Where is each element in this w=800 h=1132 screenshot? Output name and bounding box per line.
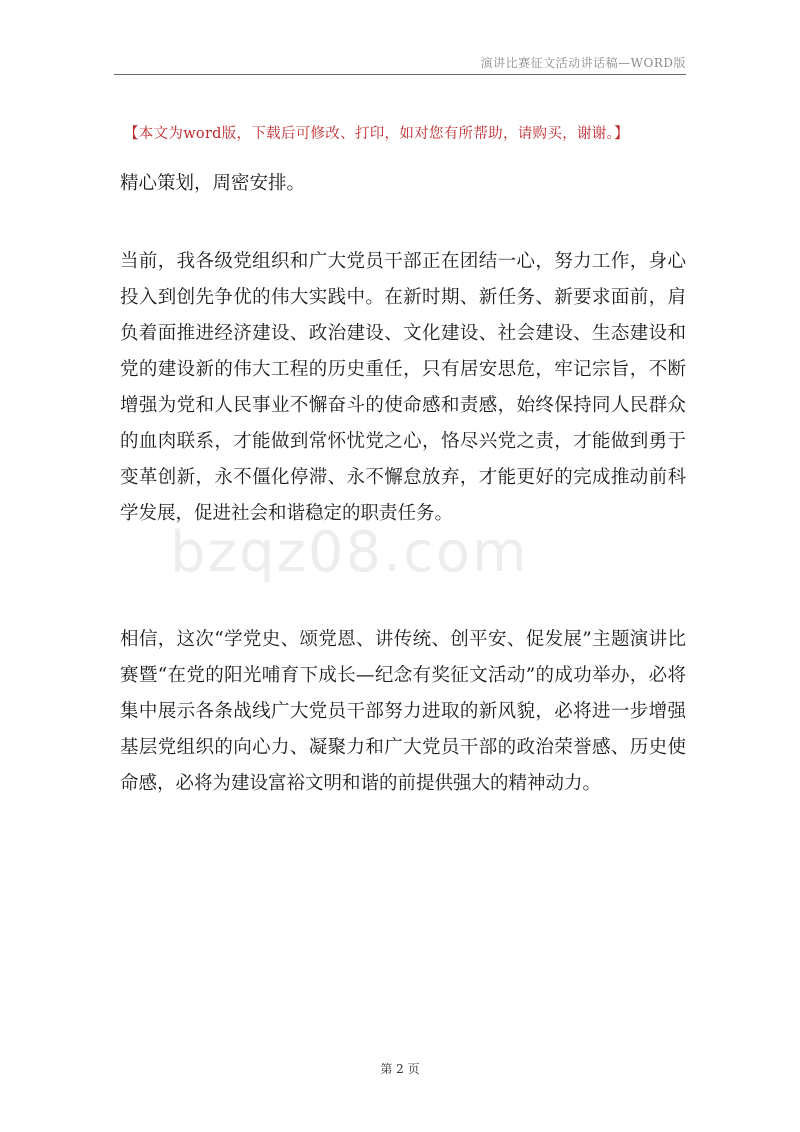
paragraph-1: 精心策划，周密安排。: [120, 173, 306, 194]
header-divider: [114, 74, 686, 75]
watermark: bzqz08.com: [170, 520, 529, 585]
download-notice: 【本文为word版，下载后可修改、打印，如对您有所帮助，请购买，谢谢。】: [124, 126, 629, 142]
paragraph-3: 相信，这次“学党史、颂党恩、讲传统、创平安、促发展”主题演讲比赛暨“在党的阳光哺育下成长—纪念有奖征文活动”的成功举办，必将集中展示各条战线广大党员干部努力进取的新风貌，必将进一步增强基层党组织的向心力、凝聚力和广大党员干部的政治荣誉感、历史使命感，必将为建设富裕文明和谐的前提供强大的精神动力。: [120, 629, 686, 794]
page-number: 第 2 页: [380, 1062, 420, 1076]
document-header-title: 演讲比赛征文活动讲话稿—WORD版: [480, 56, 686, 70]
paragraph-2: 当前，我各级党组织和广大党员干部正在团结一心，努力工作，身心投入到创先争优的伟大实践中。在新时期、新任务、新要求面前，肩负着面推进经济建设、政治建设、文化建设、社会建设、生态建设和党的建设新的伟大工程的历史重任，只有居安思危，牢记宗旨，不断增强为党和人民事业不懈奋斗的使命感和责感，始终保持同人民群众的血肉联系，才能做到常怀忧党之心，恪尽兴党之责，才能做到勇于变革创新，永不僵化停滞、永不懈怠放弃，才能更好的完成推动前科学发展，促进社会和谐稳定的职责任务。: [120, 251, 686, 524]
